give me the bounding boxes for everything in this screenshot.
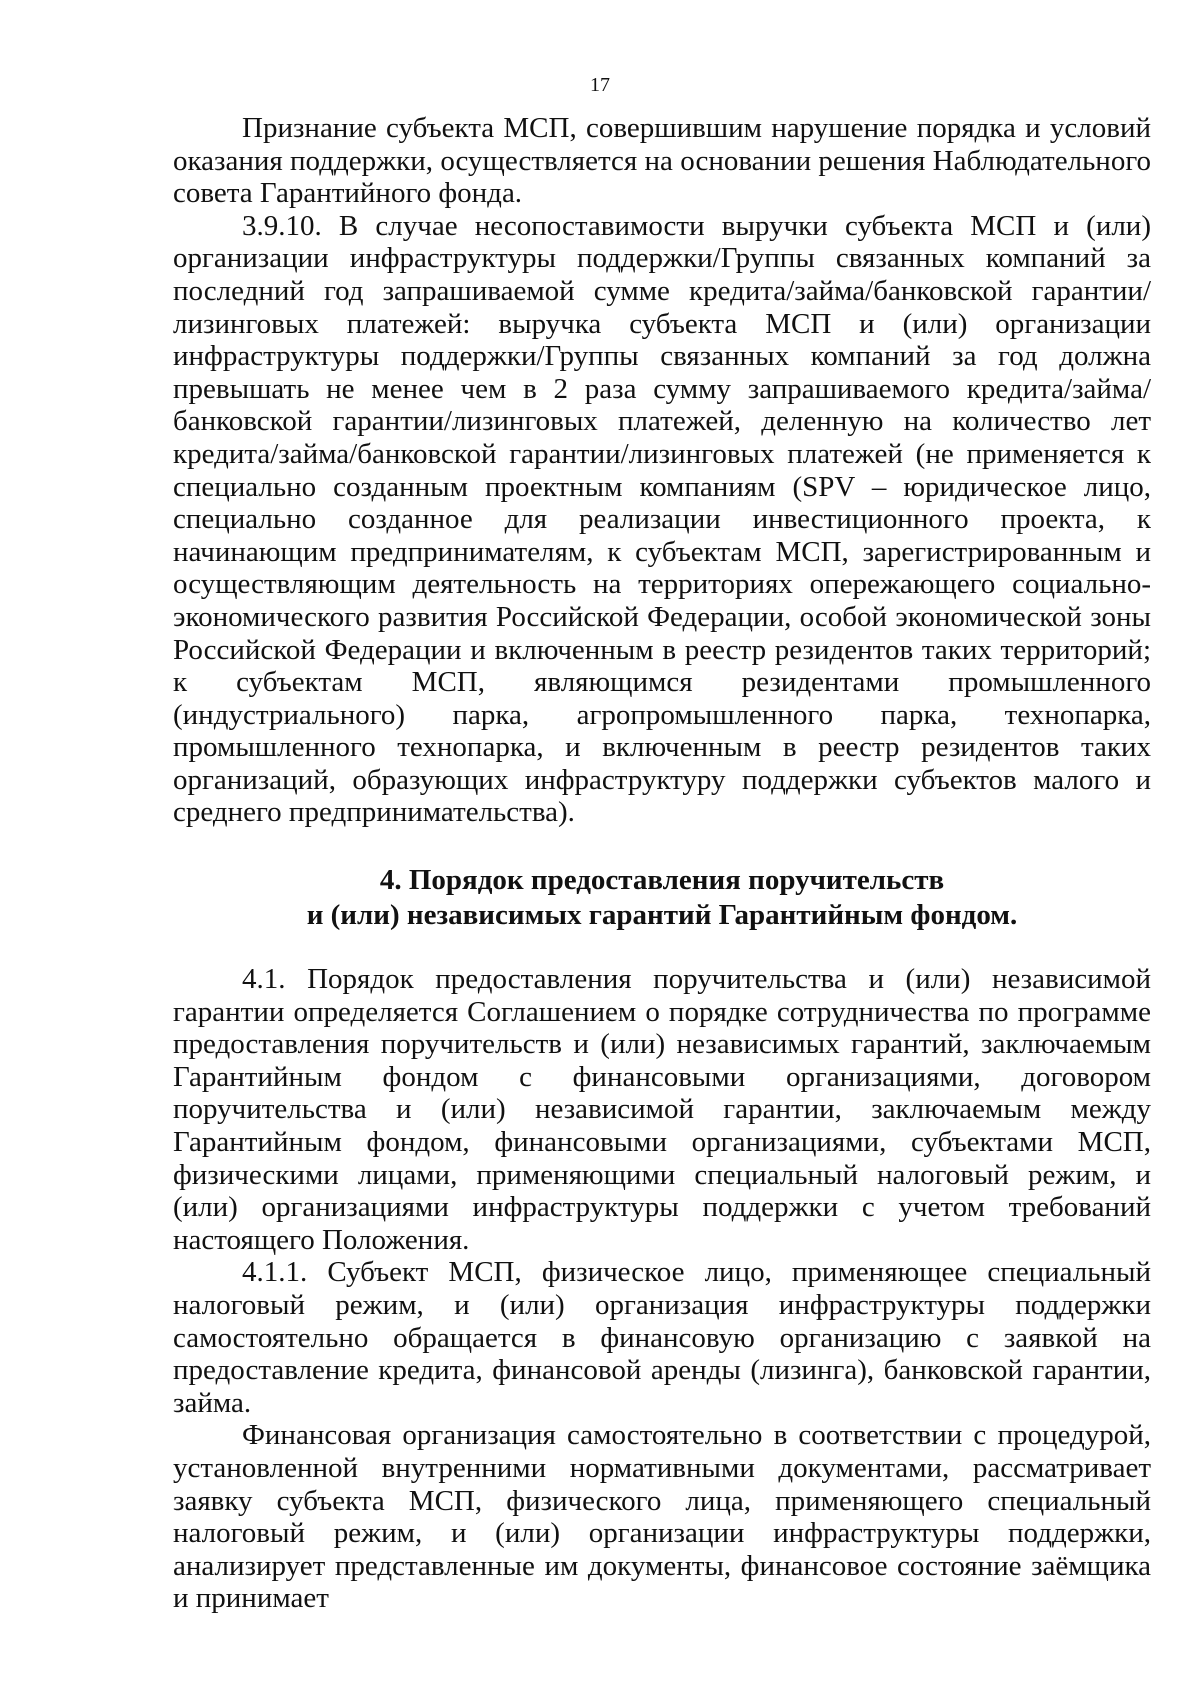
paragraph-4-1: 4.1. Порядок предоставления поручительства и (или) независимой гарантии определяется Соглашением о порядке сотрудничества по программе предоставления поручительств и (или) независимых гарантий, заключаемым Гарантийным фондом с финансовыми организациями, договором поручительства и (или) независимой гарантии, заключаемым между Гарантийным фондом, финансовыми организациями, субъектами МСП, физическими лицами, применяющими специальный налоговый режим, и (или) организациями инфраструктуры поддержки с учетом требований настоящего Положения. [173,963,1151,1256]
paragraph-financial-organization: Финансовая организация самостоятельно в соответствии с процедурой, установленной внутренними нормативными документами, рассматривает заявку субъекта МСП, физического лица, применяющего специальный налоговый режим, и (или) организации инфраструктуры поддержки, анализирует представленные им документы, финансовое состояние заёмщика и принимает [173,1419,1151,1615]
paragraph-4-1-1: 4.1.1. Субъект МСП, физическое лицо, применяющее специальный налоговый режим, и (или) организация инфраструктуры поддержки самостоятельно обращается в финансовую организацию с заявкой на предоставление кредита, финансовой аренды (лизинга), банковской гарантии, займа. [173,1256,1151,1419]
paragraph-msp-violation: Признание субъекта МСП, совершившим нарушение порядка и условий оказания поддержки, осуществляется на основании решения Наблюдательного совета Гарантийного фонда. [173,112,1151,210]
section-heading [173,863,1151,933]
section-heading-line-1: 4. Порядок предоставления поручительств [379,864,945,897]
document-body [173,112,1151,1615]
paragraph-3-9-10: 3.9.10. В случае несопоставимости выручки субъекта МСП и (или) организации инфраструктуры поддержки/Группы связанных компаний за последний год запрашиваемой сумме кредита/займа/банковской гарантии/лизинговых платежей: выручка субъекта МСП и (или) организации инфраструктуры поддержки/Группы связанных компаний за год должна превышать не менее чем в 2 раза сумму запрашиваемого кредита/займа/банковской гарантии/лизинговых платежей, деленную на количество лет кредита/займа/банковской гарантии/лизинговых платежей (не применяется к специально созданным проектным компаниям (SPV – юридическое лицо, специально созданное для реализации инвестиционного проекта, к начинающим предпринимателям, к субъектам МСП, зарегистрированным и осуществляющим деятельность на территориях опережающего социально-экономического развития Российской Федерации, особой экономической зоны Российской Федерации и включенным в реестр резидентов таких территорий; к субъектам МСП, являющимся резидентами промышленного (индустриального) парка, агропромышленного парка, технопарка, промышленного технопарка, и включенным в реестр резидентов таких организаций, образующих инфраструктуру поддержки субъектов малого и среднего предпринимательства). [173,209,1151,829]
page-number: 17 [590,74,610,96]
section-heading-line-2: и (или) независимых гарантий Гарантийным фондом. [306,899,1018,932]
